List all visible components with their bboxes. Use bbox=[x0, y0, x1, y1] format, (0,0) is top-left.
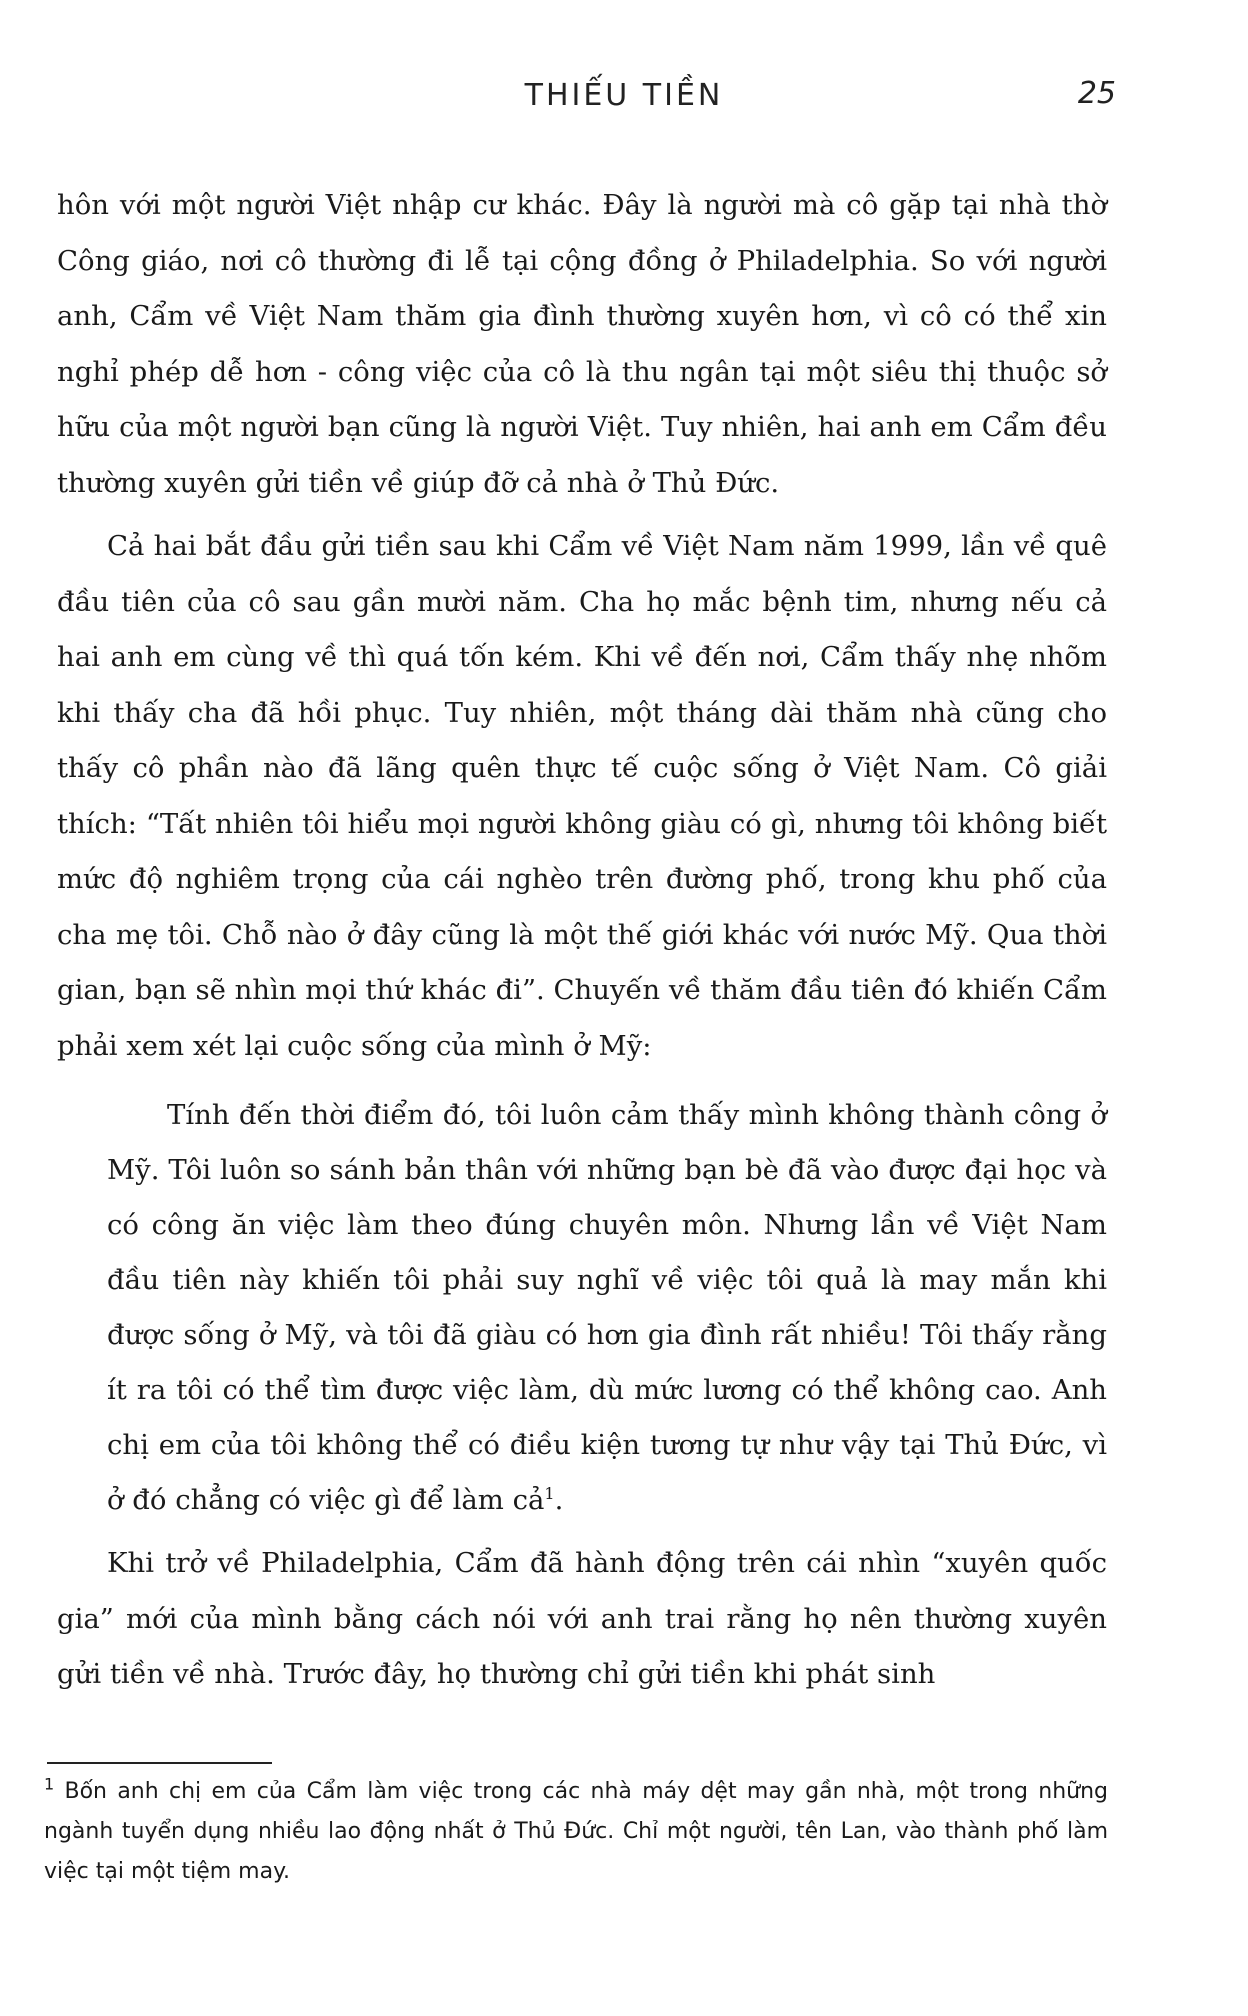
running-title: THIẾU TIỀN bbox=[524, 78, 724, 113]
paragraph-continued: hôn với một người Việt nhập cư khác. Đây là người mà cô gặp tại nhà thờ Công giáo, nơi cô thường đi lễ tại cộng đồng ở Philadelphia. So với người anh, Cẩm về Việt Nam thăm gia đình thường xuyên hơn, vì cô có thể xin nghỉ phép dễ hơn - công việc của cô là thu ngân tại một siêu thị thuộc sở hữu của một người bạn cũng là người Việt. Tuy nhiên, hai anh em Cẩm đều thường xuyên gửi tiền về giúp đỡ cả nhà ở Thủ Đức. bbox=[57, 189, 1107, 499]
footnote-item bbox=[44, 1772, 1108, 1892]
body-text bbox=[57, 178, 1107, 1703]
page-number: 25 bbox=[1077, 76, 1116, 111]
paragraph: Cả hai bắt đầu gửi tiền sau khi Cẩm về Việt Nam năm 1999, lần về quê đầu tiên của cô sau gần mười năm. Cha họ mắc bệnh tim, nhưng nếu cả hai anh em cùng về thì quá tốn kém. Khi về đến nơi, Cẩm thấy nhẹ nhõm khi thấy cha đã hồi phục. Tuy nhiên, một tháng dài thăm nhà cũng cho thấy cô phần nào đã lãng quên thực tế cuộc sống ở Việt Nam. Cô giải thích: “Tất nhiên tôi hiểu mọi người không giàu có gì, nhưng tôi không biết mức độ nghiêm trọng của cái nghèo trên đường phố, trong khu phố của cha mẹ tôi. Chỗ nào ở đây cũng là một thế giới khác với nước Mỹ. Qua thời gian, bạn sẽ nhìn mọi thứ khác đi”. Chuyến về thăm đầu tiên đó khiến Cẩm phải xem xét lại cuộc sống của mình ở Mỹ: bbox=[57, 530, 1107, 1062]
footnote-reference[interactable]: 1 bbox=[544, 1483, 555, 1503]
paragraph: Khi trở về Philadelphia, Cẩm đã hành động trên cái nhìn “xuyên quốc gia” mới của mình bằng cách nói với anh trai rằng họ nên thường xuyên gửi tiền về nhà. Trước đây, họ thường chỉ gửi tiền khi phát sinh bbox=[57, 1547, 1107, 1690]
quote-text: Tính đến thời điểm đó, tôi luôn cảm thấy mình không thành công ở Mỹ. Tôi luôn so sánh bản thân với những bạn bè đã vào được đại học và có công ăn việc làm theo đúng chuyên môn. Nhưng lần về Việt Nam đầu tiên này khiến tôi phải suy nghĩ về việc tôi quả là may mắn khi được sống ở Mỹ, và tôi đã giàu có hơn gia đình rất nhiều! Tôi thấy rằng ít ra tôi có thể tìm được việc làm, dù mức lương có thể không cao. Anh chị em của tôi không thể có điều kiện tương tự như vậy tại Thủ Đức, vì ở đó chẳng có việc gì để làm cả bbox=[107, 1099, 1107, 1516]
footnote-divider bbox=[47, 1762, 272, 1764]
quote-end: . bbox=[554, 1484, 564, 1516]
footnote-text: Bốn anh chị em của Cẩm làm việc trong các nhà máy dệt may gần nhà, một trong những ngành tuyển dụng nhiều lao động nhất ở Thủ Đức. Chỉ một người, tên Lan, vào thành phố làm việc tại một tiệm may. bbox=[44, 1779, 1108, 1884]
footnote bbox=[44, 1772, 1108, 1892]
block-quote bbox=[57, 1088, 1107, 1528]
footnote-marker: 1 bbox=[44, 1774, 55, 1794]
